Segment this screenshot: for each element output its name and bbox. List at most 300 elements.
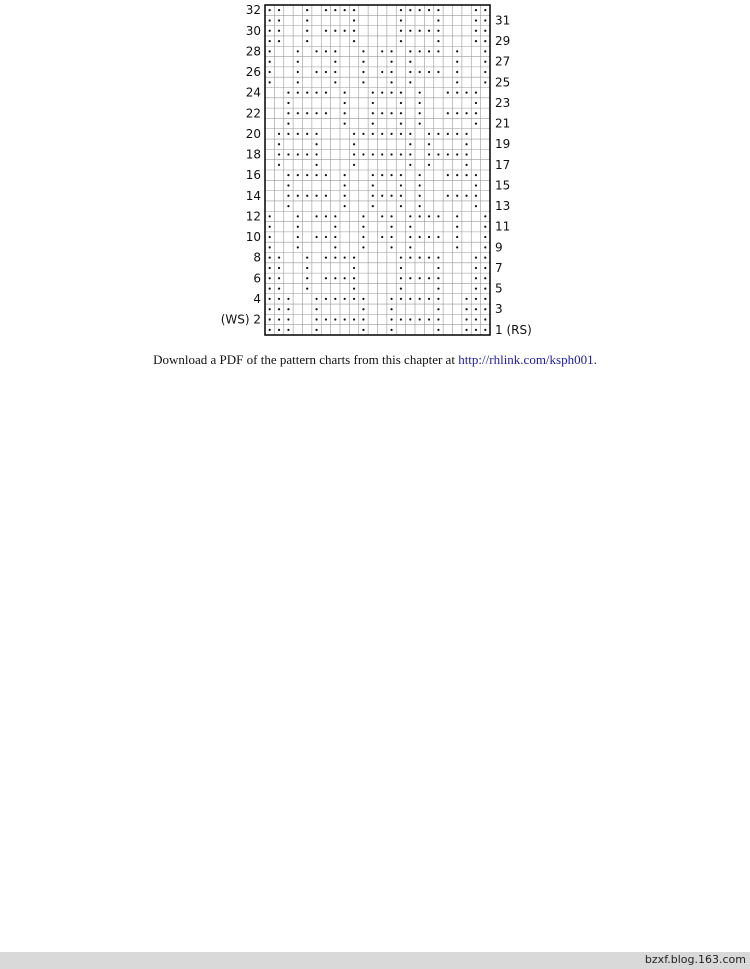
purl-dot xyxy=(419,102,421,104)
purl-dot xyxy=(437,236,439,238)
purl-dot xyxy=(372,92,374,94)
purl-dot xyxy=(297,226,299,228)
purl-dot xyxy=(390,71,392,73)
purl-dot xyxy=(315,236,317,238)
purl-dot xyxy=(390,195,392,197)
purl-dot xyxy=(419,184,421,186)
purl-dot xyxy=(428,257,430,259)
purl-dot xyxy=(306,9,308,11)
purl-dot xyxy=(400,102,402,104)
purl-dot xyxy=(400,122,402,124)
purl-dot xyxy=(428,50,430,52)
purl-dot xyxy=(344,9,346,11)
purl-dot xyxy=(353,19,355,21)
purl-dot xyxy=(362,308,364,310)
purl-dot xyxy=(447,112,449,114)
purl-dot xyxy=(409,153,411,155)
purl-dot xyxy=(475,308,477,310)
purl-dot xyxy=(269,50,271,52)
purl-dot xyxy=(278,308,280,310)
purl-dot xyxy=(409,215,411,217)
purl-dot xyxy=(456,195,458,197)
purl-dot xyxy=(456,71,458,73)
purl-dot xyxy=(315,112,317,114)
purl-dot xyxy=(456,174,458,176)
purl-dot xyxy=(428,30,430,32)
row-label-right: 9 xyxy=(495,240,503,255)
purl-dot xyxy=(362,318,364,320)
pdf-download-link[interactable]: http://rhlink.com/ksph001 xyxy=(458,352,594,367)
purl-dot xyxy=(419,318,421,320)
purl-dot xyxy=(325,174,327,176)
purl-dot xyxy=(269,287,271,289)
purl-dot xyxy=(484,215,486,217)
purl-dot xyxy=(409,226,411,228)
purl-dot xyxy=(344,318,346,320)
purl-dot xyxy=(269,40,271,42)
purl-dot xyxy=(419,205,421,207)
purl-dot xyxy=(465,298,467,300)
purl-dot xyxy=(381,215,383,217)
purl-dot xyxy=(390,61,392,63)
purl-dot xyxy=(372,195,374,197)
purl-dot xyxy=(325,9,327,11)
purl-dot xyxy=(409,50,411,52)
purl-dot xyxy=(269,329,271,331)
purl-dot xyxy=(428,143,430,145)
purl-dot xyxy=(344,102,346,104)
purl-dot xyxy=(447,174,449,176)
purl-dot xyxy=(400,92,402,94)
purl-dot xyxy=(419,30,421,32)
purl-dot xyxy=(437,9,439,11)
purl-dot xyxy=(475,40,477,42)
purl-dot xyxy=(475,257,477,259)
purl-dot xyxy=(428,318,430,320)
purl-dot xyxy=(315,92,317,94)
purl-dot xyxy=(362,215,364,217)
purl-dot xyxy=(344,92,346,94)
purl-dot xyxy=(334,277,336,279)
purl-dot xyxy=(287,184,289,186)
purl-dot xyxy=(419,174,421,176)
purl-dot xyxy=(278,267,280,269)
knitting-chart xyxy=(0,0,750,345)
purl-dot xyxy=(362,71,364,73)
purl-dot xyxy=(297,246,299,248)
row-label-left: 22 xyxy=(245,106,261,121)
purl-dot xyxy=(372,112,374,114)
purl-dot xyxy=(372,133,374,135)
purl-dot xyxy=(334,318,336,320)
purl-dot xyxy=(334,215,336,217)
purl-dot xyxy=(428,9,430,11)
purl-dot xyxy=(297,112,299,114)
purl-dot xyxy=(269,215,271,217)
chart-caption xyxy=(0,352,750,368)
row-label-left: 6 xyxy=(253,271,261,286)
purl-dot xyxy=(353,318,355,320)
footer-watermark: bzxf.blog.163.com xyxy=(644,953,746,966)
purl-dot xyxy=(344,298,346,300)
purl-dot xyxy=(278,164,280,166)
purl-dot xyxy=(344,122,346,124)
purl-dot xyxy=(362,81,364,83)
purl-dot xyxy=(419,236,421,238)
purl-dot xyxy=(297,81,299,83)
row-label-left: (WS) 2 xyxy=(220,312,261,327)
purl-dot xyxy=(381,153,383,155)
purl-dot xyxy=(419,298,421,300)
purl-dot xyxy=(465,92,467,94)
purl-dot xyxy=(484,298,486,300)
purl-dot xyxy=(325,298,327,300)
purl-dot xyxy=(381,236,383,238)
purl-dot xyxy=(306,40,308,42)
purl-dot xyxy=(475,92,477,94)
purl-dot xyxy=(400,298,402,300)
purl-dot xyxy=(447,133,449,135)
purl-dot xyxy=(437,30,439,32)
purl-dot xyxy=(334,246,336,248)
row-label-right: 11 xyxy=(495,219,511,234)
purl-dot xyxy=(437,287,439,289)
purl-dot xyxy=(315,143,317,145)
purl-dot xyxy=(278,133,280,135)
purl-dot xyxy=(334,61,336,63)
purl-dot xyxy=(287,153,289,155)
purl-dot xyxy=(475,318,477,320)
purl-dot xyxy=(315,50,317,52)
purl-dot xyxy=(400,287,402,289)
purl-dot xyxy=(390,246,392,248)
purl-dot xyxy=(409,318,411,320)
purl-dot xyxy=(465,133,467,135)
purl-dot xyxy=(419,71,421,73)
purl-dot xyxy=(334,71,336,73)
purl-dot xyxy=(475,329,477,331)
purl-dot xyxy=(475,102,477,104)
purl-dot xyxy=(400,184,402,186)
purl-dot xyxy=(419,277,421,279)
purl-dot xyxy=(484,81,486,83)
purl-dot xyxy=(390,153,392,155)
purl-dot xyxy=(353,277,355,279)
purl-dot xyxy=(475,298,477,300)
purl-dot xyxy=(400,205,402,207)
purl-dot xyxy=(269,277,271,279)
purl-dot xyxy=(390,133,392,135)
purl-dot xyxy=(306,257,308,259)
purl-dot xyxy=(344,30,346,32)
purl-dot xyxy=(344,184,346,186)
purl-dot xyxy=(344,257,346,259)
purl-dot xyxy=(278,277,280,279)
purl-dot xyxy=(325,318,327,320)
purl-dot xyxy=(306,277,308,279)
row-label-left: 16 xyxy=(245,168,261,183)
purl-dot xyxy=(400,9,402,11)
purl-dot xyxy=(456,133,458,135)
purl-dot xyxy=(400,174,402,176)
purl-dot xyxy=(400,30,402,32)
purl-dot xyxy=(456,153,458,155)
purl-dot xyxy=(362,50,364,52)
purl-dot xyxy=(297,215,299,217)
purl-dot xyxy=(484,267,486,269)
row-label-right: 17 xyxy=(495,157,511,172)
purl-dot xyxy=(315,133,317,135)
purl-dot xyxy=(334,298,336,300)
purl-dot xyxy=(325,30,327,32)
purl-dot xyxy=(475,184,477,186)
purl-dot xyxy=(315,329,317,331)
purl-dot xyxy=(353,153,355,155)
purl-dot xyxy=(315,195,317,197)
purl-dot xyxy=(353,143,355,145)
purl-dot xyxy=(475,277,477,279)
purl-dot xyxy=(409,81,411,83)
purl-dot xyxy=(278,318,280,320)
purl-dot xyxy=(400,153,402,155)
purl-dot xyxy=(409,61,411,63)
purl-dot xyxy=(334,30,336,32)
purl-dot xyxy=(353,298,355,300)
purl-dot xyxy=(372,122,374,124)
purl-dot xyxy=(475,287,477,289)
purl-dot xyxy=(409,236,411,238)
purl-dot xyxy=(353,267,355,269)
purl-dot xyxy=(372,153,374,155)
purl-dot xyxy=(306,133,308,135)
purl-dot xyxy=(381,92,383,94)
purl-dot xyxy=(315,308,317,310)
purl-dot xyxy=(269,19,271,21)
purl-dot xyxy=(456,226,458,228)
purl-dot xyxy=(362,226,364,228)
purl-dot xyxy=(297,61,299,63)
purl-dot xyxy=(306,195,308,197)
purl-dot xyxy=(306,19,308,21)
purl-dot xyxy=(475,112,477,114)
purl-dot xyxy=(325,92,327,94)
purl-dot xyxy=(344,195,346,197)
purl-dot xyxy=(306,112,308,114)
purl-dot xyxy=(456,236,458,238)
purl-dot xyxy=(306,287,308,289)
purl-dot xyxy=(409,164,411,166)
purl-dot xyxy=(437,329,439,331)
purl-dot xyxy=(390,112,392,114)
purl-dot xyxy=(400,133,402,135)
purl-dot xyxy=(475,195,477,197)
purl-dot xyxy=(484,329,486,331)
purl-dot xyxy=(287,122,289,124)
purl-dot xyxy=(344,277,346,279)
purl-dot xyxy=(287,308,289,310)
purl-dot xyxy=(362,236,364,238)
purl-dot xyxy=(334,236,336,238)
purl-dot xyxy=(344,205,346,207)
purl-dot xyxy=(475,122,477,124)
purl-dot xyxy=(325,236,327,238)
purl-dot xyxy=(362,298,364,300)
row-label-right: 31 xyxy=(495,13,511,28)
purl-dot xyxy=(456,50,458,52)
purl-dot xyxy=(306,30,308,32)
purl-dot xyxy=(437,133,439,135)
purl-dot xyxy=(278,9,280,11)
purl-dot xyxy=(465,329,467,331)
purl-dot xyxy=(409,257,411,259)
purl-dot xyxy=(400,112,402,114)
purl-dot xyxy=(465,308,467,310)
purl-dot xyxy=(400,19,402,21)
purl-dot xyxy=(334,9,336,11)
purl-dot xyxy=(437,318,439,320)
purl-dot xyxy=(344,174,346,176)
purl-dot xyxy=(353,287,355,289)
purl-dot xyxy=(409,246,411,248)
purl-dot xyxy=(287,174,289,176)
purl-dot xyxy=(278,257,280,259)
purl-dot xyxy=(428,133,430,135)
purl-dot xyxy=(400,40,402,42)
purl-dot xyxy=(372,102,374,104)
purl-dot xyxy=(484,19,486,21)
purl-dot xyxy=(475,19,477,21)
purl-dot xyxy=(428,277,430,279)
purl-dot xyxy=(484,50,486,52)
purl-dot xyxy=(400,318,402,320)
purl-dot xyxy=(287,92,289,94)
purl-dot xyxy=(306,267,308,269)
purl-dot xyxy=(390,92,392,94)
purl-dot xyxy=(390,318,392,320)
purl-dot xyxy=(278,287,280,289)
purl-dot xyxy=(381,71,383,73)
purl-dot xyxy=(297,133,299,135)
purl-dot xyxy=(315,298,317,300)
purl-dot xyxy=(419,122,421,124)
purl-dot xyxy=(325,195,327,197)
purl-dot xyxy=(400,267,402,269)
purl-dot xyxy=(353,40,355,42)
purl-dot xyxy=(325,112,327,114)
purl-dot xyxy=(475,174,477,176)
row-label-left: 4 xyxy=(253,291,261,306)
purl-dot xyxy=(269,236,271,238)
purl-dot xyxy=(447,153,449,155)
purl-dot xyxy=(269,246,271,248)
purl-dot xyxy=(484,246,486,248)
purl-dot xyxy=(362,133,364,135)
purl-dot xyxy=(306,92,308,94)
purl-dot xyxy=(484,71,486,73)
row-label-right: 19 xyxy=(495,137,511,152)
purl-dot xyxy=(437,40,439,42)
purl-dot xyxy=(287,112,289,114)
purl-dot xyxy=(315,318,317,320)
purl-dot xyxy=(456,112,458,114)
purl-dot xyxy=(287,298,289,300)
row-label-left: 18 xyxy=(245,147,261,162)
purl-dot xyxy=(381,112,383,114)
purl-dot xyxy=(447,92,449,94)
purl-dot xyxy=(269,61,271,63)
purl-dot xyxy=(297,174,299,176)
purl-dot xyxy=(315,71,317,73)
purl-dot xyxy=(390,174,392,176)
purl-dot xyxy=(334,50,336,52)
purl-dot xyxy=(409,277,411,279)
purl-dot xyxy=(315,164,317,166)
purl-dot xyxy=(409,71,411,73)
purl-dot xyxy=(390,329,392,331)
row-label-right: 15 xyxy=(495,178,511,193)
purl-dot xyxy=(278,40,280,42)
purl-dot xyxy=(437,267,439,269)
purl-dot xyxy=(475,267,477,269)
purl-dot xyxy=(353,257,355,259)
purl-dot xyxy=(372,205,374,207)
purl-dot xyxy=(381,195,383,197)
purl-dot xyxy=(437,153,439,155)
purl-dot xyxy=(269,308,271,310)
purl-dot xyxy=(353,30,355,32)
purl-dot xyxy=(484,318,486,320)
purl-dot xyxy=(484,277,486,279)
purl-dot xyxy=(475,9,477,11)
row-label-right: 21 xyxy=(495,116,511,131)
row-label-left: 12 xyxy=(245,209,261,224)
purl-dot xyxy=(419,195,421,197)
purl-dot xyxy=(287,102,289,104)
purl-dot xyxy=(269,226,271,228)
purl-dot xyxy=(353,9,355,11)
row-label-right: 3 xyxy=(495,302,503,317)
purl-dot xyxy=(456,246,458,248)
purl-dot xyxy=(437,215,439,217)
purl-dot xyxy=(278,30,280,32)
purl-dot xyxy=(362,329,364,331)
purl-dot xyxy=(287,205,289,207)
purl-dot xyxy=(390,236,392,238)
row-label-right: 23 xyxy=(495,95,511,110)
purl-dot xyxy=(278,153,280,155)
purl-dot xyxy=(484,257,486,259)
row-label-right: 1 (RS) xyxy=(495,322,532,337)
purl-dot xyxy=(325,71,327,73)
purl-dot xyxy=(344,112,346,114)
footer-bar xyxy=(0,952,750,969)
purl-dot xyxy=(306,153,308,155)
purl-dot xyxy=(372,184,374,186)
purl-dot xyxy=(278,298,280,300)
purl-dot xyxy=(484,226,486,228)
purl-dot xyxy=(315,174,317,176)
purl-dot xyxy=(306,174,308,176)
purl-dot xyxy=(269,81,271,83)
row-label-left: 26 xyxy=(245,65,261,80)
purl-dot xyxy=(269,318,271,320)
purl-dot xyxy=(419,215,421,217)
purl-dot xyxy=(428,71,430,73)
purl-dot xyxy=(269,267,271,269)
purl-dot xyxy=(353,164,355,166)
purl-dot xyxy=(484,287,486,289)
purl-dot xyxy=(269,257,271,259)
